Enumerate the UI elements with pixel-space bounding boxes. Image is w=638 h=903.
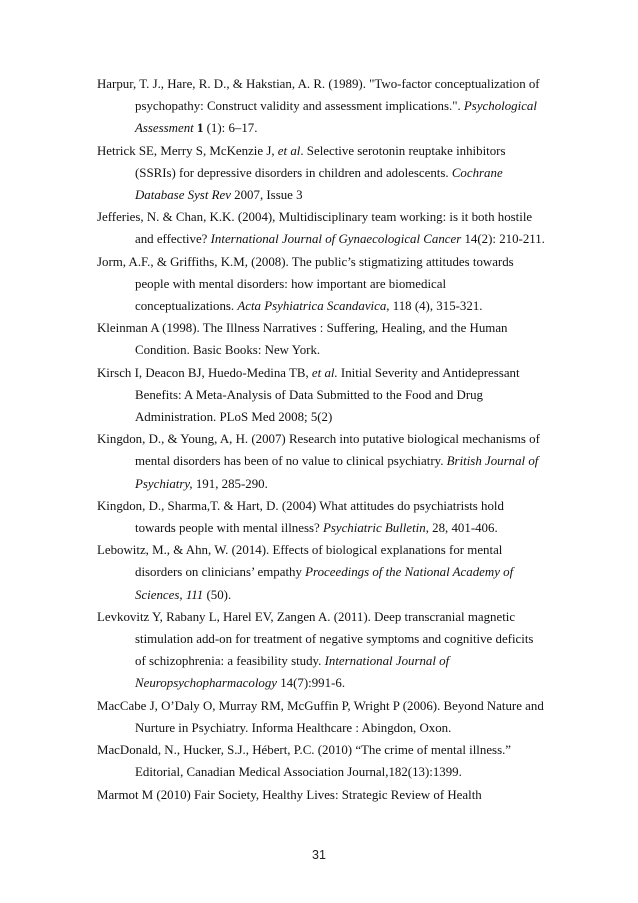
reference-text: Harpur, T. J., Hare, R. D., & Hakstian, A. R. (1989). "Two-factor conceptualization of psychopathy: Construct validity and assessment implications.". [97,77,540,114]
reference-text: . Selective serotonin reuptake inhibitors (SSRIs) for depressive disorders in children and adolescents. [135,143,506,180]
reference-entry [97,73,547,140]
reference-list [97,73,547,806]
reference-entry [97,606,547,695]
reference-text: Kingdon, D., & Young, A, H. (2007) Research into putative biological mechanisms of mental disorders has been of no value to clinical psychiatry. [97,432,540,469]
reference-text: Acta Psyhiatrica Scandavica [237,299,387,314]
reference-entry [97,539,547,606]
reference-text: 14(2): 210-211. [461,232,545,247]
reference-text: Kingdon, D., Sharma,T. & Hart, D. (2004) What attitudes do psychiatrists hold towards people with mental illness? [97,498,504,536]
reference-entry [97,739,547,783]
reference-entry [97,140,547,207]
reference-entry [97,317,547,361]
reference-entry [97,495,547,539]
reference-text: International Journal of Neuropsychopharmacology [135,654,450,691]
reference-entry [97,251,547,318]
reference-entry [97,428,547,495]
reference-text: , 28, 401-406. [425,521,498,536]
reference-text: (1): 6–17. [203,121,258,136]
reference-text: Psychiatric Bulletin [322,521,426,536]
reference-entry [97,206,547,250]
reference-text: 2007, Issue 3 [230,188,303,203]
reference-text: Jefferies, N. & Chan, K.K. (2004), Multidisciplinary team working: is it both hostile and effective? [97,210,533,247]
reference-text: Lebowitz, M., & Ahn, W. (2014). Effects of biological explanations for mental disorders on clinicians’ empathy [97,543,503,580]
reference-text: (50). [203,587,232,602]
reference-text: 191, 285-290. [192,476,268,491]
reference-text: Jorm, A.F., & Griffiths, K.M, (2008). The public’s stigmatizing attitudes towards people with mental disorders: how important are biomedical conceptualizations. [97,254,514,314]
reference-text: MacCabe J, O’Daly O, Murray RM, McGuffin P, Wright P (2006). Beyond Nature and Nurture in Psychiatry. Informa Healthcare : Abingdon, Oxon. [97,698,544,735]
reference-text: 14(7):991-6. [277,676,346,691]
reference-entry [97,784,547,806]
reference-text: Proceedings of the National Academy of Sciences, 111 [135,565,514,602]
reference-text: MacDonald, N., Hucker, S.J., Hébert, P.C. (2010) “The crime of mental illness.” Editorial, Canadian Medical Association Journal,182(13):1399. [97,743,512,780]
reference-text: , 118 (4), 315-321. [386,299,483,314]
page-number: 31 [312,848,326,862]
reference-text: Cochrane Database Syst Rev [135,165,503,203]
reference-text: Initial Severity and Antidepressant Benefits: A Meta-Analysis of Data Submitted to the Food and Drug Administration. PLoS Med 2008; 5(2) [135,365,520,425]
reference-text: Psychological Assessment [135,99,537,136]
reference-text: British Journal of Psychiatry, [135,454,539,491]
reference-text: et al [277,143,301,158]
reference-text: Kleinman A (1998). The Illness Narratives : Suffering, Healing, and the Human Condition. Basic Books: New York. [97,321,508,358]
reference-text: Hetrick SE, Merry S, McKenzie J, [97,143,278,158]
reference-text: Marmot M (2010) Fair Society, Healthy Lives: Strategic Review of Health [97,787,482,802]
reference-text: Kirsch I, Deacon BJ, Huedo-Medina TB, [97,365,312,380]
reference-text: Levkovitz Y, Rabany L, Harel EV, Zangen A. (2011). Deep transcranial magnetic stimulation add-on for treatment of negative symptoms and cognitive deficits of schizophrenia: a feasibility study. [97,609,534,669]
reference-text: International Journal of Gynaecological Cancer [210,232,462,247]
reference-entry [97,695,547,739]
reference-entry [97,362,547,429]
reference-text: 1 [196,121,204,136]
reference-text: et al. [311,365,338,380]
